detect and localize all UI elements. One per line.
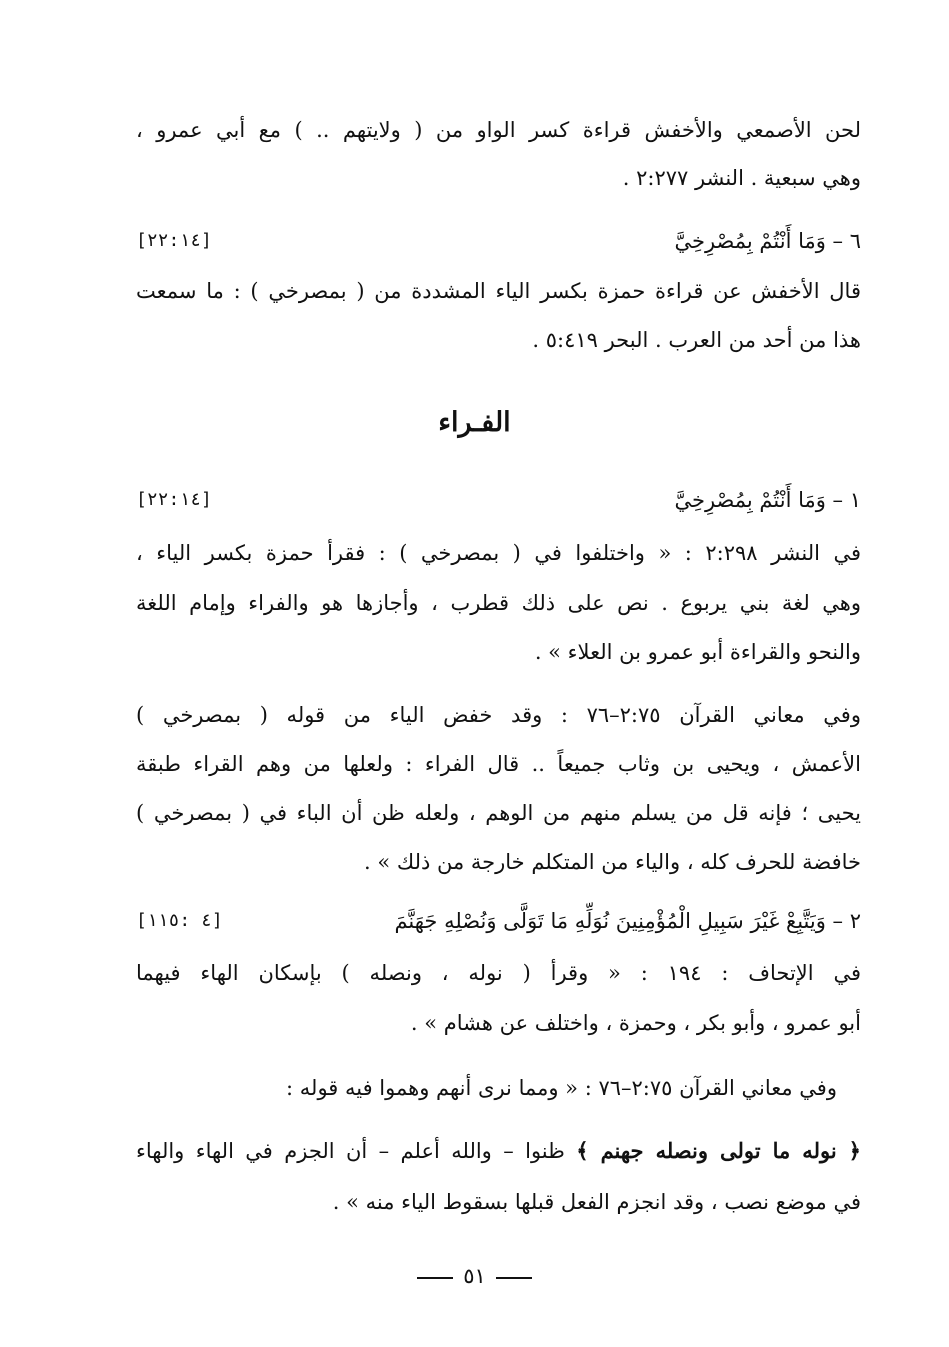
entry-1-verse-row xyxy=(136,484,861,516)
entry-6-line-2: هذا من أحد من العرب . البحر ٥:٤١٩ . xyxy=(532,328,861,352)
entry-1-para2-line-3: يحيى ؛ فإنه قل من يسلم منهم من الوهم ، ولعله ظن أن الباء في ( بمصرخي ) xyxy=(136,801,861,825)
entry-2-para3-line-1 xyxy=(136,1136,861,1166)
entry-1-para1-line-1: في النشر ٢:٢٩٨ : « واختلفوا في ( بمصرخي ) : فقرأ حمزة بكسر الياء ، xyxy=(136,541,861,565)
page-number: ٥١ xyxy=(463,1264,486,1288)
entry-1-verse: ١ – وَمَا أَنْتُمْ بِمُصْرِخِيَّ xyxy=(674,488,861,512)
entry-6-verse: ٦ – وَمَا أَنْتُمْ بِمُصْرِخِيَّ xyxy=(674,229,861,253)
entry-2-verse: ٢ – وَيَتَّبِعْ غَيْرَ سَبِيلِ الْمُؤْمِنِينَ نُوَلِّهِ مَا تَوَلَّى وَنُصْلِهِ جَهَنَّمَ xyxy=(394,909,861,933)
entry-6-verse-row xyxy=(136,225,861,257)
page-number-footer xyxy=(0,1262,949,1290)
entry-6-line-1: قال الأخفش عن قراءة حمزة بكسر الياء المشددة من ( بمصرخي ) : ما سمعت xyxy=(136,279,861,303)
entry-6-reference: [٢٢:١٤] xyxy=(136,230,212,251)
entry-2-quoted-verse: ﴿ نوله ما تولى ونصله جهنم ﴾ xyxy=(576,1138,861,1163)
entry-2-verse-row xyxy=(136,905,861,937)
page-number-dash-right xyxy=(496,1277,532,1279)
entry-2-reference: [٤ :١١٥] xyxy=(136,910,223,931)
intro-line-2: وهي سبعية . النشر ٢:٢٧٧ . xyxy=(622,166,861,190)
entry-1-para2-line-1: وفي معاني القرآن ٢:٧٥–٧٦ : وقد خفض الياء من قوله ( بمصرخي ) xyxy=(136,703,861,727)
entry-2-para3-rest: ظنوا – والله أعلم – أن الجزم في الهاء والهاء xyxy=(136,1139,577,1163)
entry-1-para1-line-2: وهي لغة بني يربوع . نص على ذلك قطرب ، وأجازها هو والفراء وإمام اللغة xyxy=(136,591,861,615)
entry-2-para1-line-1: في الإتحاف : ١٩٤ : « وقرأ ( نوله ، ونصله ) بإسكان الهاء فيهما xyxy=(136,961,861,985)
entry-2-para3-line-2: في موضع نصب ، وقد انجزم الفعل قبلها بسقوط الياء منه » . xyxy=(332,1190,861,1214)
entry-1-para1-line-3: والنحو والقراءة أبو عمرو بن العلاء » . xyxy=(534,640,861,664)
page-number-dash-left xyxy=(417,1277,453,1279)
entry-1-para2-line-2: الأعمش ، ويحيى بن وثاب جميعاً .. قال الفراء : ولعلها من وهم القراء طبقة xyxy=(136,752,861,776)
entry-2-para2-line-1: وفي معاني القرآن ٢:٧٥–٧٦ : « ومما نرى أنهم وهموا فيه قوله : xyxy=(286,1076,837,1100)
entry-1-reference: [٢٢:١٤] xyxy=(136,489,212,510)
entry-1-para2-line-4: خافضة للحرف كله ، والياء من المتكلم خارجة من ذلك » . xyxy=(364,850,861,874)
section-title: الفـراء xyxy=(438,407,511,438)
entry-2-para1-line-2: أبو عمرو ، وأبو بكر ، وحمزة ، واختلف عن هشام » . xyxy=(410,1011,861,1035)
intro-line-1: لحن الأصمعي والأخفش قراءة كسر الواو من ( ولايتهم .. ) مع أبي عمرو ، xyxy=(136,118,861,142)
